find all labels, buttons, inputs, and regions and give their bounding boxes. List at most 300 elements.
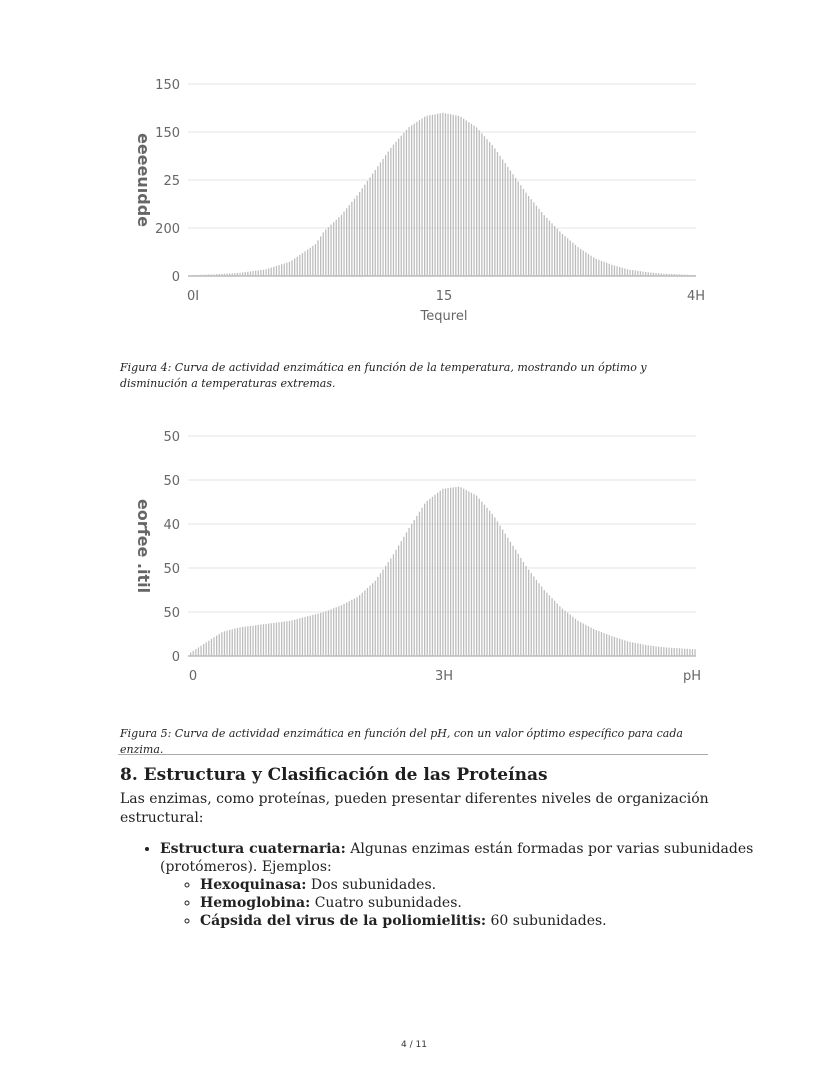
bar [372,174,373,276]
bar [453,487,454,656]
bar [533,202,534,276]
bar [325,611,326,656]
figure-4-caption: Figura 4: Curva de actividad enzimática en función de la temperatura, mostrando un óptimo y disminución a temperaturas extremas. [120,361,647,390]
bar [219,634,220,656]
bar [544,590,545,656]
bar [502,530,503,656]
bar [590,628,591,656]
bar [385,155,386,276]
bar [406,532,407,656]
bar [273,267,274,276]
bar [388,152,389,276]
bar [473,126,474,276]
bar [434,495,435,656]
bar [421,118,422,276]
bar [632,270,633,276]
bar [668,648,669,656]
bar [627,641,628,656]
bar [661,647,662,656]
bar [349,601,350,656]
bar [590,256,591,276]
bar [302,618,303,656]
bar [681,275,682,276]
bar [603,633,604,656]
y-tick-label: 0 [171,270,180,285]
bar [616,266,617,276]
bar [484,505,485,656]
bar [208,641,209,656]
bar [323,612,324,656]
bar [655,273,656,276]
bar [572,243,573,276]
bar [520,185,521,276]
bar [536,206,537,276]
bar [580,622,581,656]
bar [564,611,565,656]
bar [411,524,412,656]
bar [281,622,282,656]
bar [312,246,313,276]
bar [622,268,623,276]
bar [648,272,649,276]
bar [518,554,519,656]
bar [245,272,246,276]
bar [549,595,550,656]
bar [242,627,243,656]
bar [499,525,500,656]
bar [252,271,253,276]
bar [281,264,282,276]
bar [330,609,331,656]
bar [393,554,394,656]
bar [528,570,529,656]
bar [479,130,480,276]
bar [687,649,688,656]
bar [507,538,508,656]
bar [484,136,485,276]
bar [601,632,602,656]
bar [564,236,565,276]
bar [408,528,409,656]
bar [336,220,337,276]
bar [603,262,604,276]
bar [354,199,355,276]
bar [585,625,586,656]
bar [507,167,508,276]
bar [237,273,238,276]
bar [679,648,680,656]
bar [346,208,347,276]
bar [247,626,248,656]
bar [401,136,402,276]
bar [224,631,225,656]
sub-item-term: Hexoquinasa: [200,877,307,893]
bar [375,581,376,656]
bar [419,120,420,276]
bar [317,240,318,276]
bar [286,621,287,656]
bar [307,616,308,656]
bar [429,499,430,656]
bar [694,275,695,276]
bar [375,170,376,276]
bar [203,644,204,656]
x-tick-label: 3H [434,669,454,684]
bar [570,615,571,656]
bar [642,644,643,656]
bar [328,610,329,656]
bar [416,516,417,656]
bar [229,630,230,656]
x-tick-label: 0 [188,669,198,684]
bar [580,249,581,276]
bar [541,587,542,656]
y-tick-label: 150 [155,78,180,93]
section-intro: Las enzimas, como proteínas, pueden presentar diferentes niveles de organización estructural: [120,791,709,826]
bar [648,645,649,656]
bar [538,209,539,276]
bar [499,156,500,276]
bar [658,273,659,276]
bar [382,570,383,656]
bar [226,631,227,656]
bar [466,120,467,276]
x-tick-label: 4H [686,289,706,304]
bar [437,114,438,276]
bar [289,262,290,276]
bar [193,275,194,276]
bar [271,268,272,276]
temperature-activity-chart [0,60,828,340]
bar [559,231,560,276]
bar [211,274,212,276]
bar [198,275,199,276]
bar [434,114,435,276]
bar [440,113,441,276]
bar [258,270,259,276]
bar [237,628,238,656]
bar [674,648,675,656]
bar [385,566,386,656]
bar [460,117,461,276]
y-axis-label: eorfee .itil [134,498,153,594]
bar [645,645,646,656]
bar [588,626,589,656]
bar [239,627,240,656]
bar [676,274,677,276]
bar [614,637,615,656]
sub-item-term: Cápsida del virus de la poliomielitis: [200,913,487,929]
bar [255,625,256,656]
bar [606,634,607,656]
bar [694,649,695,656]
bar [463,119,464,276]
bar [213,274,214,276]
bar [447,488,448,656]
bar [341,215,342,276]
bar [616,638,617,656]
sub-item-hemoglobina [200,894,760,912]
bar [575,619,576,656]
x-tick-label: 15 [435,289,453,304]
bar [359,192,360,276]
bar [284,263,285,276]
bar [619,639,620,656]
bar [479,499,480,656]
bar [304,251,305,276]
bar [515,178,516,276]
bar [642,272,643,276]
bar [310,616,311,656]
bar [284,622,285,656]
bar [460,487,461,656]
bar [195,649,196,656]
bar [229,273,230,276]
bar [492,145,493,276]
bar [213,637,214,656]
bar [416,122,417,276]
bar [190,653,191,656]
y-tick-label: 200 [155,222,180,237]
bar [512,174,513,276]
bar [208,275,209,276]
bar [299,618,300,656]
bar [232,629,233,656]
bar [390,148,391,276]
bar [557,604,558,656]
section-divider [118,754,708,755]
bar [260,270,261,276]
bar [408,127,409,276]
bar [622,640,623,656]
bar [476,127,477,276]
bar [369,177,370,276]
bar [598,260,599,276]
bar [411,125,412,276]
bar [557,229,558,276]
bar [627,269,628,276]
bar [276,266,277,276]
bar [533,576,534,656]
bar [679,274,680,276]
bar [234,273,235,276]
bar [325,230,326,276]
bar [432,497,433,656]
bar [211,639,212,656]
bar [666,274,667,276]
bar [294,259,295,276]
chart-svg-temperature [0,60,828,340]
bar [559,606,560,656]
bar [278,265,279,276]
bar [588,254,589,276]
y-tick-label: 0 [171,650,180,665]
bar [380,573,381,656]
list-item-quaternary [160,840,760,930]
bar [429,115,430,276]
bar [315,244,316,276]
bar [294,620,295,656]
bar [203,275,204,276]
bar [333,222,334,276]
x-axis-label: Tequrel [420,309,468,324]
bar [671,648,672,656]
bar [219,274,220,276]
bar [635,270,636,276]
bar [653,273,654,276]
bar [663,274,664,276]
bar [440,491,441,656]
y-tick-label: 50 [163,430,180,445]
bar [596,259,597,276]
bar [473,494,474,656]
bar [336,607,337,656]
bar [684,275,685,276]
bar [234,629,235,656]
bar [263,624,264,656]
bar [619,267,620,276]
bar [406,130,407,276]
bar [505,163,506,276]
bar [333,608,334,656]
bar [637,643,638,656]
bar [403,133,404,276]
bar [577,621,578,656]
bar [403,537,404,656]
bar [193,651,194,656]
structure-list [120,840,760,930]
bar [645,272,646,276]
bar [302,253,303,276]
bar [226,274,227,276]
list-item-text: Algunas enzimas están formadas por varias subunidades (protómeros). Ejemplos: [160,841,754,875]
bar [206,642,207,656]
bar [531,199,532,276]
bar [307,250,308,276]
bar [414,520,415,656]
bar [200,646,201,656]
bar [525,566,526,656]
bar [346,602,347,656]
bar [455,115,456,276]
bar [458,487,459,656]
bar [692,649,693,656]
bar [640,644,641,656]
bar [432,115,433,276]
bar [684,649,685,656]
bar [676,648,677,656]
bar [304,617,305,656]
bar [541,212,542,276]
bar [320,613,321,656]
bar [367,181,368,276]
bar [494,148,495,276]
bar [362,188,363,276]
bar [190,275,191,276]
bar [401,541,402,656]
bar [442,489,443,656]
bar [489,142,490,276]
bar [601,261,602,276]
bar [445,488,446,656]
bar [299,255,300,276]
bar [494,517,495,656]
bar [655,646,656,656]
bar [481,133,482,276]
bar [671,274,672,276]
x-tick-label: pH [682,669,702,684]
x-tick-label: 0I [186,289,200,304]
sub-item-text: Dos subunidades. [306,877,437,893]
bar [520,558,521,656]
y-tick-label: 25 [163,174,180,189]
bar [265,269,266,276]
bar [624,268,625,276]
sub-item-text: Cuatro subunidades. [310,895,462,911]
sub-item-capsida [200,912,760,930]
bar [268,268,269,276]
bar [593,257,594,276]
bar [263,270,264,276]
bar [453,115,454,276]
bar [551,223,552,276]
bar [424,504,425,656]
bar [583,251,584,276]
bar [195,275,196,276]
bar [650,272,651,276]
sub-item-term: Hemoglobina: [200,895,311,911]
bar [562,609,563,656]
bar [343,604,344,656]
bar [216,274,217,276]
bar [372,583,373,656]
bar [666,647,667,656]
bar [312,615,313,656]
bar [289,621,290,656]
bar [252,626,253,656]
bar [297,619,298,656]
bar [544,215,545,276]
bar [349,205,350,276]
bar [250,271,251,276]
bar [502,159,503,276]
bar [442,113,443,276]
bar [221,632,222,656]
y-tick-label: 50 [163,606,180,621]
ph-activity-chart [0,415,828,700]
bar [606,263,607,276]
bar [362,593,363,656]
bar [198,647,199,656]
bar [450,488,451,656]
bar [330,225,331,276]
y-tick-label: 50 [163,474,180,489]
y-tick-label: 50 [163,562,180,577]
bar [510,542,511,656]
bar [658,647,659,656]
bar [525,193,526,276]
bar [635,643,636,656]
bar [570,241,571,276]
bar [398,546,399,656]
bar [310,248,311,276]
bar [315,614,316,656]
bar [674,274,675,276]
bar [276,623,277,656]
bar [260,625,261,656]
bar [278,622,279,656]
bar [476,496,477,656]
